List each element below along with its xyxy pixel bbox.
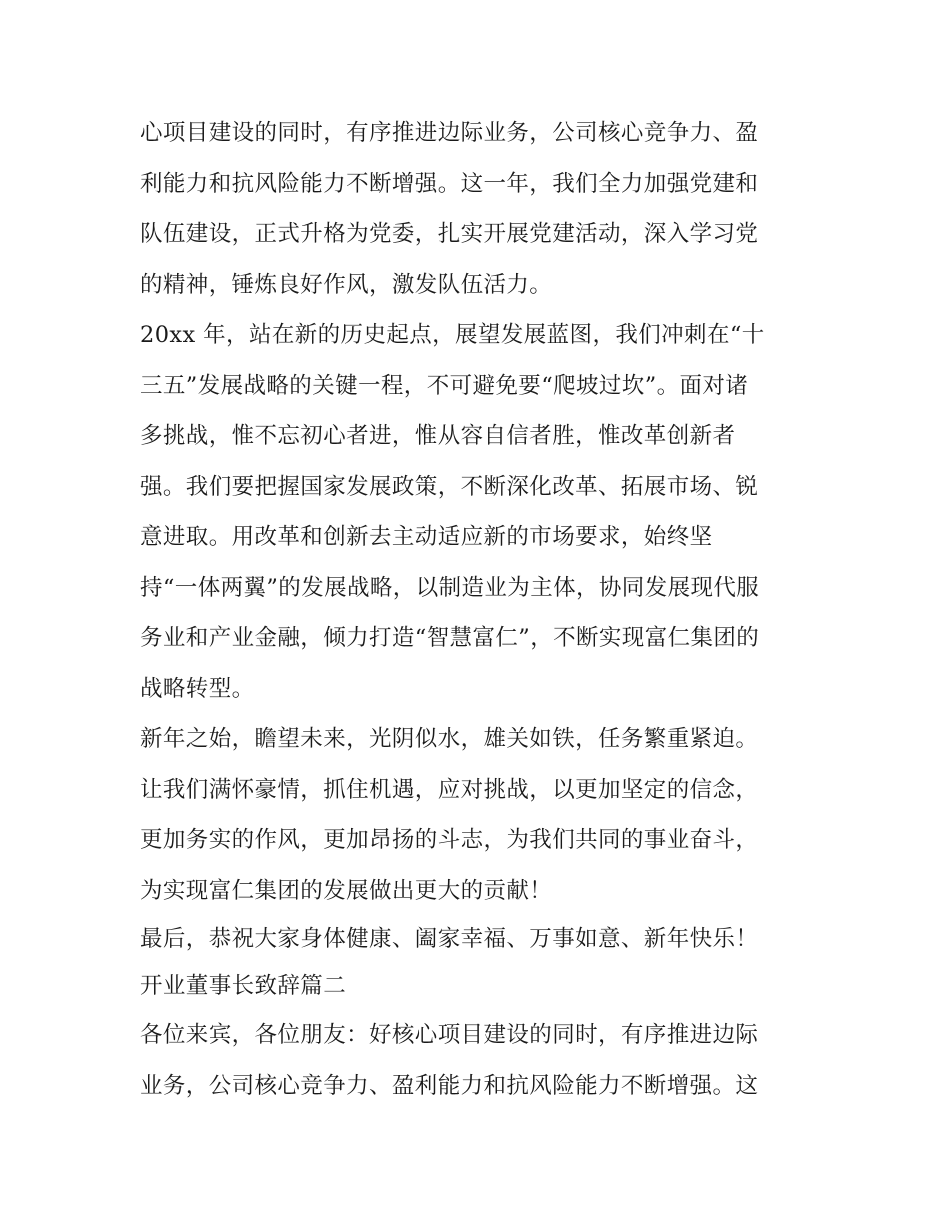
text-line: 意进取。用改革和创新去主动适应新的市场要求，始终坚 xyxy=(140,524,713,550)
text-line: 为实现富仁集团的发展做出更大的贡献！ xyxy=(140,877,553,904)
text-line: 战略转型。 xyxy=(140,675,255,702)
text-line: 多挑战，惟不忘初心者进，惟从容自信者胜，惟改革创新者 xyxy=(140,423,736,449)
text-line: 三五”发展战略的关键一程，不可避免要“爬坡过坎”。面对诸 xyxy=(140,372,749,399)
text-line: 利能力和抗风险能力不断增强。这一年，我们全力加强党建和 xyxy=(140,170,759,197)
document-body xyxy=(140,108,820,1111)
text-line: 业务，公司核心竞争力、盈利能力和抗风险能力不断增强。这 xyxy=(140,1072,759,1099)
text-line: 各位来宾，各位朋友：好核心项目建设的同时，有序推进边际 xyxy=(140,1022,759,1048)
text-line: 最后，恭祝大家身体健康、阖家幸福、万事如意、新年快乐！ xyxy=(140,926,759,952)
text-line: 20xx 年，站在新的历史起点，展望发展蓝图，我们冲刺在“十 xyxy=(140,322,765,348)
text-line: 的精神，锤炼良好作风，激发队伍活力。 xyxy=(140,271,553,298)
text-line: 新年之始，瞻望未来，光阴似水，雄关如铁，任务繁重紧迫。 xyxy=(140,726,759,752)
text-line: 心项目建设的同时，有序推进边际业务，公司核心竞争力、盈 xyxy=(140,120,759,146)
text-line: 更加务实的作风，更加昂扬的斗志，为我们共同的事业奋斗， xyxy=(140,827,759,853)
text-line: 队伍建设，正式升格为党委，扎实开展党建活动，深入学习党 xyxy=(140,221,759,247)
text-line: 务业和产业金融，倾力打造“智慧富仁”，不断实现富仁集团的 xyxy=(140,625,760,651)
text-line: 强。我们要把握国家发展政策，不断深化改革、拓展市场、锐 xyxy=(140,473,759,500)
section-heading: 开业董事长致辞篇二 xyxy=(140,973,347,999)
text-line: 持“一体两翼”的发展战略，以制造业为主体，协同发展现代服 xyxy=(140,574,760,601)
text-line: 让我们满怀豪情，抓住机遇，应对挑战，以更加坚定的信念， xyxy=(140,776,759,803)
